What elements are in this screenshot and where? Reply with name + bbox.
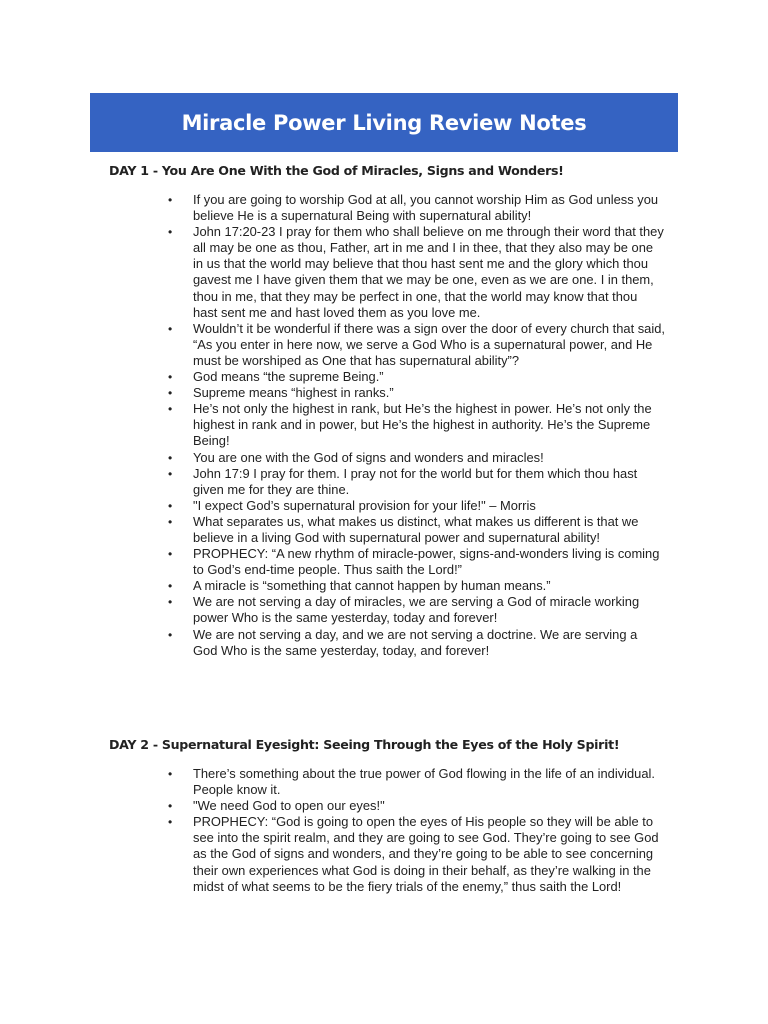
title-banner [90, 93, 678, 152]
list-item: • We are not serving a day, and we are not serving a doctrine. We are serving a God Who is the same yesterday, today, and forever! [165, 627, 665, 659]
list-item: • God means “the supreme Being.” [165, 369, 665, 385]
list-item: • What separates us, what makes us distinct, what makes us different is that we believe in a living God with supernatural power and supernatural ability! [165, 514, 665, 546]
list-item: • "We need God to open our eyes!" [165, 798, 665, 814]
list-item: • If you are going to worship God at all, you cannot worship Him as God unless you believe He is a supernatural Being with supernatural ability! [165, 192, 665, 224]
list-item: • A miracle is “something that cannot happen by human means.” [165, 578, 665, 594]
list-item: • PROPHECY: “God is going to open the eyes of His people so they will be able to see into the spirit realm, and they are going to see God. They’re going to see God as the God of signs and wonders, and they’re going to be able to see concerning their own experiences what God is doing in their behalf, as they’re walking in the midst of what seems to be the fiery trials of the enemy,” thus saith the Lord! [165, 814, 665, 894]
list-item: • "I expect God’s supernatural provision for your life!" – Morris [165, 498, 665, 514]
list-item: • You are one with the God of signs and wonders and miracles! [165, 450, 665, 466]
day-2-heading: DAY 2 - Supernatural Eyesight: Seeing Through the Eyes of the Holy Spirit! [109, 737, 620, 752]
day-1-heading: DAY 1 - You Are One With the God of Miracles, Signs and Wonders! [109, 163, 564, 178]
day-1-notes-list [165, 192, 665, 659]
list-item: • He’s not only the highest in rank, but He’s the highest in power. He’s not only the highest in rank and in power, but He’s the highest in authority. He’s the Supreme Being! [165, 401, 665, 449]
list-item: • We are not serving a day of miracles, we are serving a God of miracle working power Who is the same yesterday, today and forever! [165, 594, 665, 626]
list-item: • There’s something about the true power of God flowing in the life of an individual. People know it. [165, 766, 665, 798]
list-item: • Supreme means “highest in ranks.” [165, 385, 665, 401]
day-2-notes-list [165, 766, 665, 895]
list-item: • PROPHECY: “A new rhythm of miracle-power, signs-and-wonders living is coming to God’s end-time people. Thus saith the Lord!” [165, 546, 665, 578]
list-item: • John 17:20-23 I pray for them who shall believe on me through their word that they all may be one as thou, Father, art in me and I in thee, that they also may be one in us that the world may believe that thou hast sent me and the glory which thou gavest me I have given them that we may be one, even as we are one. I in them, thou in me, that they may be perfect in one, that the world may know that thou hast sent me and hast loved them as you love me. [165, 224, 665, 321]
list-item: • John 17:9 I pray for them. I pray not for the world but for them which thou hast given me for they are thine. [165, 466, 665, 498]
document-title: Miracle Power Living Review Notes [181, 110, 587, 135]
list-item: • Wouldn’t it be wonderful if there was a sign over the door of every church that said, “As you enter in here now, we serve a God Who is a supernatural power, and He must be worshiped as One that has supernatural ability”? [165, 321, 665, 369]
